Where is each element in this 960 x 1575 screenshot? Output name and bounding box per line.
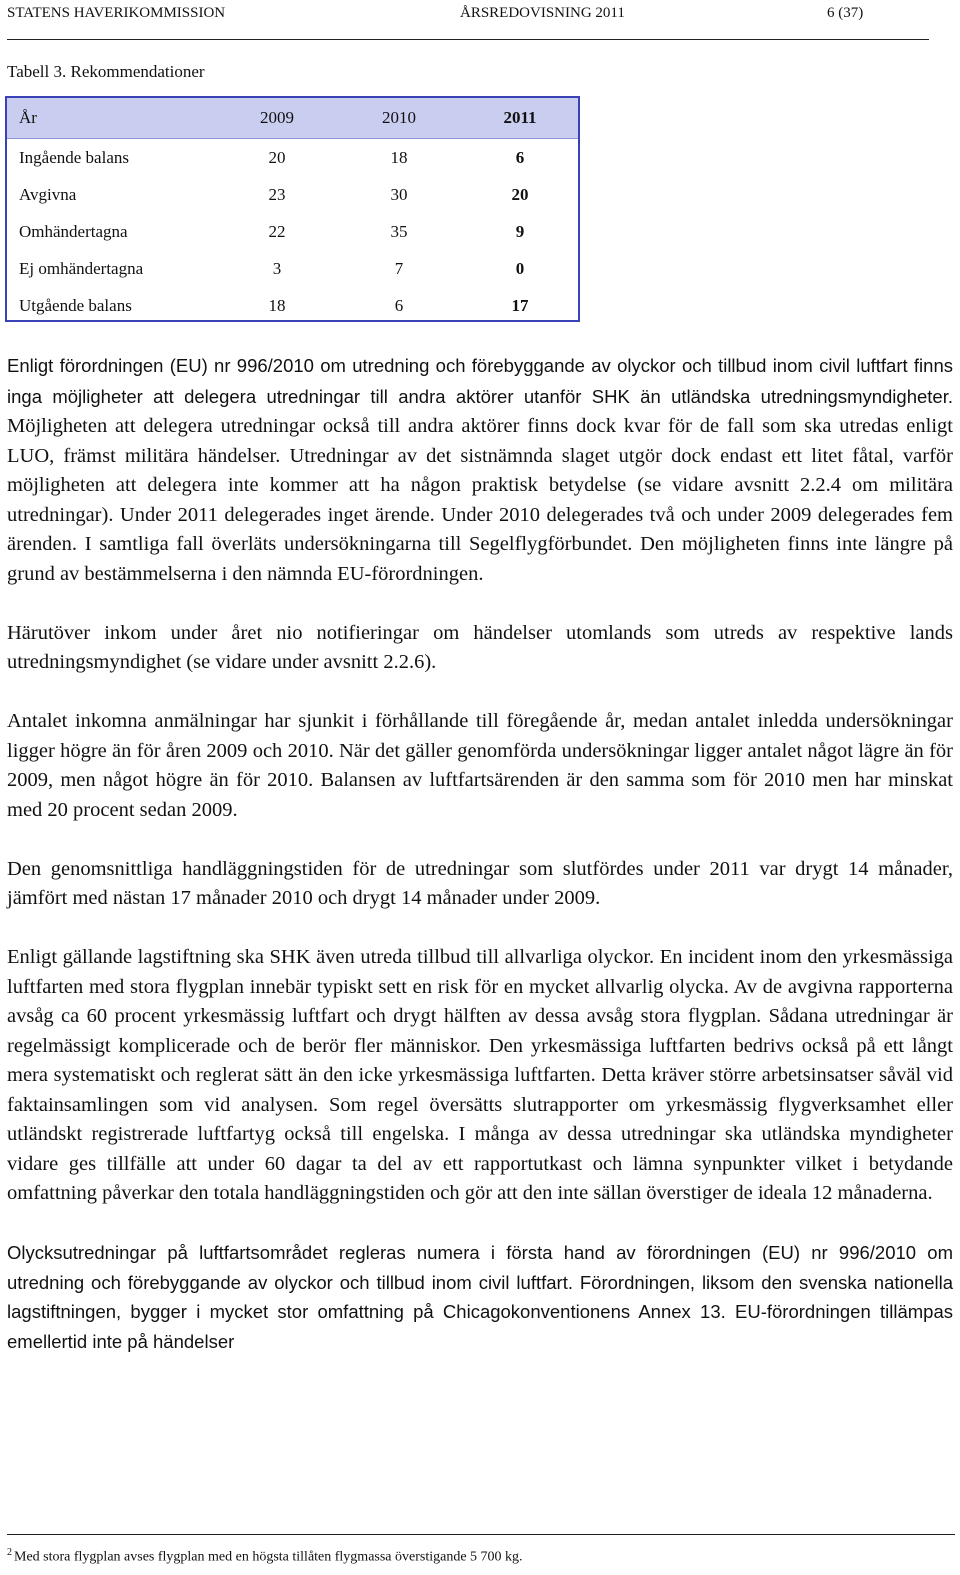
- table-header-row: [7, 98, 578, 139]
- header-divider: [7, 39, 929, 40]
- row-label: Ej omhändertagna: [19, 259, 144, 278]
- body-text: [7, 351, 953, 1386]
- table-cell: 18: [268, 296, 286, 315]
- paragraph: [7, 351, 953, 589]
- table-cell: 18: [390, 148, 408, 167]
- table-cell: 20: [268, 148, 286, 167]
- table-cell: 22: [268, 222, 286, 241]
- table-cell: 0: [515, 259, 525, 278]
- row-label: Ingående balans: [19, 148, 129, 167]
- column-header: 2009: [260, 108, 294, 127]
- table-row: [7, 175, 578, 212]
- row-label: Utgående balans: [19, 296, 132, 315]
- table-caption: Tabell 3. Rekommendationer: [7, 62, 205, 81]
- table-row: [7, 249, 578, 286]
- paragraph: Härutöver inkom under året nio notifieringar om händelser utomlands som utreds av respektive lands utredningsmyndighet (se vidare under avsnitt 2.2.6).: [7, 621, 953, 673]
- header-title: ÅRSREDOVISNING 2011: [460, 5, 625, 21]
- footnote-divider: [7, 1534, 955, 1535]
- table-row: [7, 212, 578, 249]
- paragraph: Antalet inkomna anmälningar har sjunkit i förhållande till föregående år, medan antalet inledda undersökningar ligger högre än för åren 2009 och 2010. När det gäller genomförda undersökningar ligger antalet något lägre än för 2009, men något högre än för 2010. Balansen av luftfartsärenden är den samma som för 2010 men har minskat med 20 procent sedan 2009.: [7, 710, 953, 821]
- table-cell: 30: [390, 185, 408, 204]
- table-cell: 17: [511, 296, 529, 315]
- table-cell: 3: [272, 259, 282, 278]
- column-header: 2010: [382, 108, 416, 127]
- table-cell: 35: [390, 222, 408, 241]
- header-org: STATENS HAVERIKOMMISSION: [7, 5, 226, 21]
- header-page-number: 6 (37): [827, 5, 864, 21]
- table-row: [7, 286, 578, 323]
- footnote: [7, 1547, 523, 1566]
- table-cell: 6: [515, 148, 525, 167]
- table-cell: 7: [394, 259, 404, 278]
- table-cell: 9: [515, 222, 525, 241]
- table-cell: 20: [511, 185, 529, 204]
- recommendations-table: [5, 96, 580, 322]
- footnote-number: 2: [7, 1547, 12, 1558]
- row-label: Omhändertagna: [19, 222, 128, 241]
- table-cell: 6: [394, 296, 404, 315]
- footnote-text: Med stora flygplan avses flygplan med en högsta tillåten flygmassa överstigande 5 700 kg.: [14, 1549, 523, 1565]
- table-cell: 23: [268, 185, 286, 204]
- column-header: År: [19, 108, 37, 127]
- table-row: [7, 138, 578, 175]
- paragraph: Den genomsnittliga handläggningstiden för de utredningar som slutfördes under 2011 var drygt 14 månader, jämfört med nästan 17 månader 2010 och drygt 14 månader under 2009.: [7, 857, 953, 909]
- column-header: 2011: [503, 108, 537, 127]
- page-header: [7, 0, 932, 36]
- paragraph-sans-part: Enligt förordningen (EU) nr 996/2010 om utredning och förebyggande av olyckor och tillbud inom civil luftfart finns inga möjligheter att delegera utredningar till andra aktörer utanför SHK än utländska utredningsmyndigheter.: [7, 355, 953, 407]
- paragraph: Enligt gällande lagstiftning ska SHK även utreda tillbud till allvarliga olyckor. En incident inom den yrkesmässiga luftfarten med stora flygplan innebär typiskt sett en risk för en mycket allvarlig olycka. Av de avgivna rapporterna avsåg ca 60 procent yrkesmässig luftfart och drygt hälften av dessa avsåg stora flygplan. Sådana utredningar är regelmässigt komplicerade och de berör fler människor. Den yrkesmässiga luftfarten bedrivs också på ett långt mera systematiskt och reglerat sätt än den icke yrkesmässiga luftfarten. Detta kräver större arbetsinsatser såväl vid faktainsamlingen som vid analysen. Som regel översätts slutrapporter om yrkesmässig flygverksamhet eller utländskt registrerade luftfartyg också till engelska. I många av dessa utredningar ska utländska myndigheter vidare ges tillfälle att under 60 dagar ta del av ett rapportutkast och lämna synpunkter vilket i betydande omfattning påverkar den totala handläggningstiden och gör att den inte sällan överstiger de ideala 12 månaderna.: [7, 946, 953, 1204]
- paragraph: Olycksutredningar på luftfartsområdet regleras numera i första hand av förordningen (EU) nr 996/2010 om utredning och förebyggande av olyckor och tillbud inom civil luftfart. Förordningen, liksom den svenska nationella lagstiftningen, bygger i mycket stor omfattning på Chicagokonventionens Annex 13. EU-förordningen tillämpas emellertid inte på händelser: [7, 1242, 953, 1352]
- row-label: Avgivna: [19, 185, 77, 204]
- paragraph-serif-part: Möjligheten att delegera utredningar också till andra aktörer finns dock kvar för de fall som ska utredas enligt LUO, främst militära händelser. Utredningar av det sistnämnda slaget utgör dock endast ett litet fåtal, varför möjligheten att delegera inte kommer att ha någon praktisk betydelse (se vidare avsnitt 2.2.4 om militära utredningar). Under 2011 delegerades inget ärende. Under 2010 delegerades två och under 2009 delegerades fem ärenden. I samtliga fall överläts undersökningarna till Segelflygförbundet. Den möjligheten finns inte längre på grund av bestämmelserna i den nämnda EU-förordningen.: [7, 415, 953, 585]
